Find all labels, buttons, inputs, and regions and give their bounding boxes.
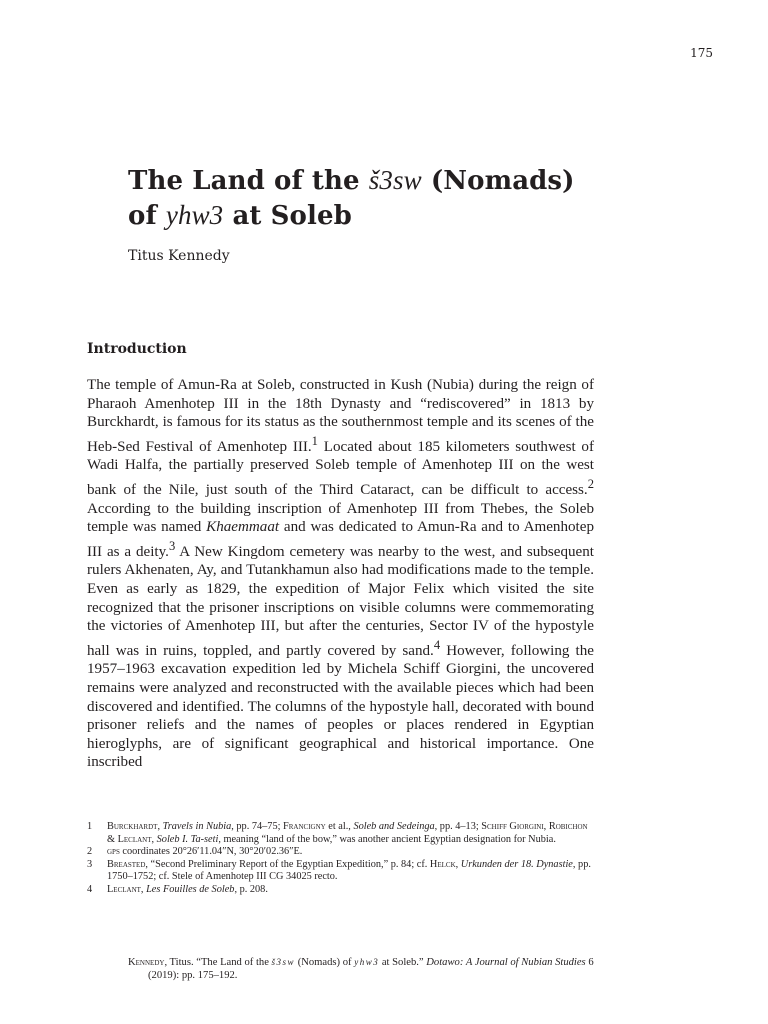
author-ref: Breasted (107, 858, 146, 870)
footnote-2 (87, 846, 597, 859)
footnote-ref-1[interactable]: 1 (311, 433, 318, 448)
body-text-4: and was dedicated to Amun-Ra and to Amenhotep III as a deity. (87, 519, 594, 560)
work-title: Urkunden der 18. Dynastie (460, 858, 573, 870)
footnote-number: 1 (87, 821, 93, 832)
temple-name: Khaemmaat (206, 519, 280, 536)
title-part-4: at Soleb (223, 201, 352, 231)
footnote-ref-2[interactable]: 2 (587, 477, 594, 491)
citation-transliteration-shasu: š3sw (271, 957, 296, 967)
journal-title: Dotawo: A Journal of Nubian Studies (426, 957, 586, 968)
footnote-text: , pp. 4–13; (434, 821, 482, 832)
footnote-text: et al., (325, 821, 354, 832)
body-text-3: According to the building inscription of Amenhotep III from Thebes, the Soleb temple was named (87, 500, 594, 536)
footnote-ref-4[interactable]: 4 (433, 637, 441, 652)
footnotes-list (87, 821, 597, 897)
work-title: Soleb I. Ta-seti (156, 833, 219, 845)
footnote-4 (87, 884, 597, 897)
footnote-text: , (157, 821, 163, 832)
footnote-text: , meaning “land of the bow,” was another ancient Egyptian designation for Nubia. (218, 833, 556, 845)
citation-transliteration-yhw: yhw3 (354, 957, 380, 967)
work-title: Travels in Nubia (162, 821, 232, 832)
body-text-2: Located about 185 kilometers southwest of Wadi Halfa, the partially preserved Soleb temple of Amenhotep III on the west bank of the Nile, just south of the Third Cataract, can be difficult to access. (87, 438, 594, 499)
body-text-1: The temple of Amun-Ra at Soleb, constructed in Kush (Nubia) during the reign of Pharaoh Amenhotep III in the 18th Dynasty and “rediscovered” in 1813 by Burckhardt, is famous for its status as the southernmost temple and its scenes of the Heb-Sed Festival of Amenhotep III. (87, 377, 594, 455)
work-title: Les Fouilles de Soleb (146, 883, 235, 895)
section-heading: Introduction (87, 341, 187, 357)
article-title (128, 163, 688, 233)
title-part-1: The Land of the (128, 166, 369, 196)
author-ref: Francigny (283, 821, 326, 832)
footnote-text: , pp. 1750–1752; cf. Stele of Amenhotep III CG 34025 recto. (107, 858, 591, 883)
footnote-ref-3[interactable]: 3 (168, 538, 176, 553)
author-ref: Burckhardt (107, 821, 158, 832)
footnote-number: 2 (87, 846, 93, 858)
footnote-text: , p. 208. (234, 883, 268, 895)
footnote-3 (87, 859, 597, 884)
footnote-text: , (140, 883, 147, 895)
author-ref: Helck (429, 858, 456, 870)
author-ref: Schiff Giorgini, Robichon & Leclant (107, 821, 588, 845)
title-part-3: of (128, 201, 166, 231)
title-transliteration-shasu: š3sw (368, 165, 422, 195)
footnote-text: , “Second Preliminary Report of the Egyptian Expedition,” p. 84; cf. (145, 858, 430, 870)
title-part-2: (Nomads) (421, 166, 575, 196)
acronym: gps (107, 846, 120, 858)
page-number: 175 (690, 46, 713, 60)
footnote-text: , (455, 858, 461, 870)
body-text-6: However, following the 1957–1963 excavation expedition led by Michela Schiff Giorgini, the uncovered remains were analyzed and reconstructed with the available pieces which had been discovered and identified. The columns of the hypostyle hall, decorated with bound prisoner reliefs and the names of peoples or places rendered in Egyptian hieroglyphs, are of significant geographical and historical importance. One inscribed (87, 642, 594, 771)
work-title: Soleb and Sedeinga (353, 821, 435, 832)
footnote-number: 4 (87, 883, 93, 895)
citation-text: 6 (2019): pp. 175–192. (148, 957, 594, 981)
body-text-5: A New Kingdom cemetery was nearby to the west, and subsequent rulers Akhenaten, Ay, and Tutankhamun also had modifications made to the temple. Even as early as 1829, the expedition of Major Felix which visited the site recognized that the prisoner inscriptions on visible columns were commemorating the victories of Amenhotep III, but after the centuries, Sector IV of the hypostyle hall was in ruins, toppled, and partly covered by sand. (87, 543, 594, 659)
footnote-1 (87, 821, 597, 846)
body-paragraph (87, 376, 594, 772)
footnote-text: , pp. 74–75; (231, 821, 284, 832)
citation-text: (Nomads) of (295, 957, 355, 968)
footnote-number: 3 (87, 858, 93, 870)
title-transliteration-yhw: yhw3 (165, 200, 224, 230)
citation-text: , Titus. “The Land of the (164, 957, 272, 968)
citation-text: at Soleb.” (379, 957, 427, 968)
footnote-text: coordinates 20°26′11.04″N, 30°20′02.36″E. (119, 846, 303, 858)
author-name: Titus Kennedy (128, 248, 230, 264)
author-ref: Leclant (107, 883, 141, 895)
footnote-text: , (151, 833, 157, 845)
article-citation (128, 956, 618, 982)
citation-author: Kennedy (128, 957, 165, 968)
